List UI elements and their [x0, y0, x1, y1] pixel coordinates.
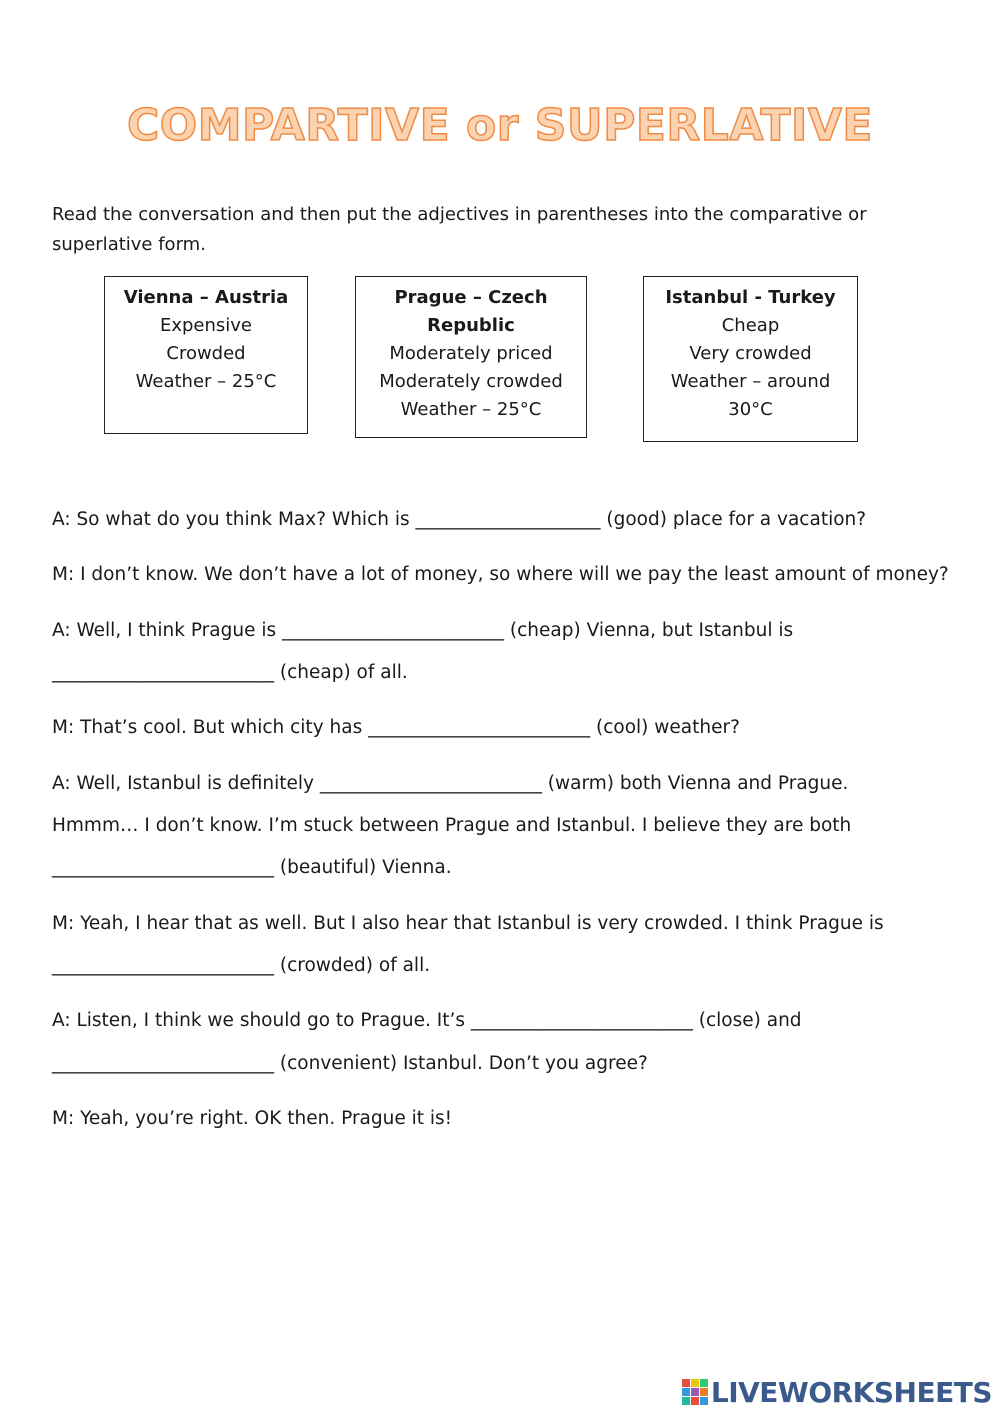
instructions: Read the conversation and then put the adjectives in parentheses into the comparative or superlative form.	[52, 204, 867, 255]
answer-blank-3[interactable]: ________________________	[52, 662, 274, 683]
dialogue-text: M: That’s cool. But which city has	[52, 717, 369, 738]
dialogue-text: (crowded) of all.	[274, 955, 431, 976]
logo-text: LIVEWORKSHEETS	[710, 1375, 992, 1409]
dialogue-line-7: Hmmm… I don’t know. I’m stuck between Prague and Istanbul. I believe they are both	[52, 815, 852, 836]
dialogue-line-8	[52, 856, 452, 880]
liveworksheets-mark-icon	[681, 1378, 709, 1406]
city-name: Prague – Czech	[394, 287, 548, 308]
answer-blank-9[interactable]: ________________________	[52, 1053, 274, 1074]
dialogue-line-10	[52, 954, 430, 978]
answer-blank-6[interactable]: ________________________	[52, 857, 274, 878]
city-fact: Moderately priced	[389, 343, 553, 364]
city-fact: Weather – around	[670, 371, 831, 392]
dialogue-text: A: Well, Istanbul is definitely	[52, 773, 320, 794]
answer-blank-1[interactable]: ____________________	[415, 509, 601, 530]
city-fact: Cheap	[721, 315, 780, 336]
dialogue-text: A: Well, I think Prague is	[52, 620, 283, 641]
city-fact: Expensive	[159, 315, 253, 336]
dialogue-line-12	[52, 1052, 648, 1076]
answer-blank-8[interactable]: ________________________	[470, 1010, 693, 1031]
page-title: COMPARTIVE or SUPERLATIVE	[127, 100, 873, 151]
answer-blank-2[interactable]: ________________________	[282, 620, 505, 641]
city-fact: Moderately crowded	[379, 371, 563, 392]
dialogue-line-5	[52, 716, 740, 740]
liveworksheets-logo[interactable]	[681, 1377, 992, 1407]
answer-blank-4[interactable]: ________________________	[368, 717, 591, 738]
city-fact: Crowded	[166, 343, 246, 364]
city-name: Istanbul - Turkey	[665, 287, 836, 308]
dialogue-line-6	[52, 772, 848, 796]
answer-blank-5[interactable]: ________________________	[319, 773, 542, 794]
dialogue-text: (beautiful) Vienna.	[274, 857, 452, 878]
dialogue-line-1	[52, 508, 866, 532]
dialogue-text: (cheap) Vienna, but Istanbul is	[504, 620, 794, 641]
dialogue-line-9: M: Yeah, I hear that as well. But I also hear that Istanbul is very crowded. I think Prague is	[52, 913, 884, 934]
dialogue-text: (warm) both Vienna and Prague.	[541, 773, 849, 794]
dialogue-text: (cheap) of all.	[274, 662, 408, 683]
dialogue-line-3	[52, 619, 793, 643]
dialogue-line-13: M: Yeah, you’re right. OK then. Prague it is!	[52, 1108, 453, 1129]
city-fact: Very crowded	[689, 343, 812, 364]
city-name-cont: Republic	[427, 315, 515, 336]
dialogue-line-2: M: I don’t know. We don’t have a lot of money, so where will we pay the least amount of money?	[52, 564, 949, 585]
city-fact: Weather – 25°C	[400, 399, 542, 420]
dialogue-text: (good) place for a vacation?	[600, 509, 867, 530]
city-name: Vienna – Austria	[123, 287, 289, 308]
answer-blank-7[interactable]: ________________________	[52, 955, 274, 976]
dialogue-text: (cool) weather?	[590, 717, 740, 738]
city-box-istanbul	[643, 276, 858, 442]
dialogue-line-4	[52, 661, 408, 685]
dialogue-line-11	[52, 1009, 802, 1033]
city-fact: Weather – 25°C	[135, 371, 277, 392]
dialogue-text: (convenient) Istanbul. Don’t you agree?	[274, 1053, 648, 1074]
city-fact: 30°C	[728, 399, 773, 420]
dialogue-text: A: So what do you think Max? Which is	[52, 509, 416, 530]
city-box-vienna	[104, 276, 308, 434]
city-box-prague	[355, 276, 587, 438]
dialogue-text: (close) and	[692, 1010, 802, 1031]
dialogue-text: A: Listen, I think we should go to Prague. It’s	[52, 1010, 471, 1031]
